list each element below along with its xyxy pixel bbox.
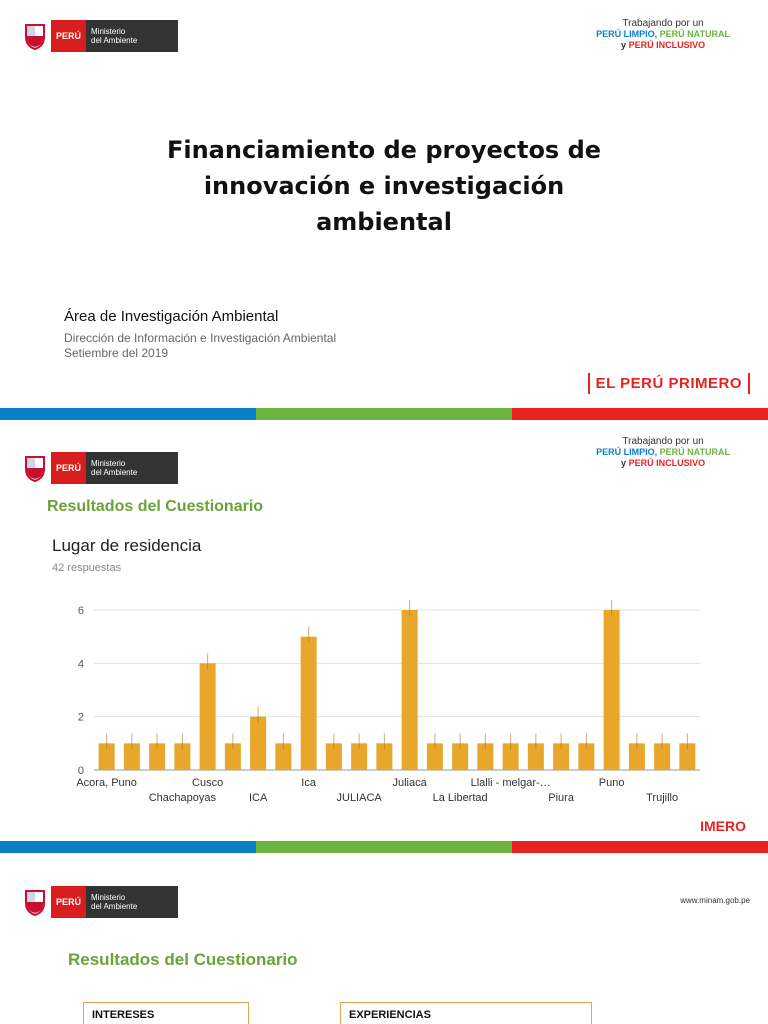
- x-tick-label: Chachapoyas: [148, 792, 217, 804]
- bar: [604, 610, 620, 770]
- slogan: [596, 436, 730, 469]
- x-tick-label: La Libertad: [432, 792, 488, 804]
- government-logo: [22, 452, 178, 484]
- slogan-natural: PERÚ NATURAL: [659, 447, 730, 457]
- direction-text: Dirección de Información e Investigación Ambiental: [64, 331, 337, 345]
- chart-title: Lugar de residencia: [52, 536, 202, 555]
- x-tick-label: Cusco: [192, 777, 224, 789]
- ministry-line1: Ministerio: [91, 893, 126, 902]
- bar: [200, 663, 216, 770]
- peru-label: PERÚ: [51, 452, 86, 484]
- peru-shield-icon: [22, 886, 48, 918]
- x-tick-label: Trujillo: [646, 792, 679, 804]
- ministry-line1: Ministerio: [91, 27, 126, 36]
- x-tick-label: ICA: [248, 792, 268, 804]
- bar: [250, 717, 266, 770]
- experiences-box: EXPERIENCIAS: [340, 1002, 592, 1024]
- x-tick-label: Ica: [301, 777, 316, 789]
- y-tick-label: 4: [77, 658, 84, 671]
- chart-subtitle: 42 respuestas: [52, 562, 122, 574]
- presentation-title: Financiamiento de proyectos de innovación e investigación ambiental: [166, 136, 602, 236]
- section-title: Resultados del Cuestionario: [68, 950, 298, 969]
- peru-shield-icon: [22, 452, 48, 484]
- interests-box: INTERESES: [83, 1002, 249, 1024]
- slogan-line1: Trabajando por un: [622, 18, 704, 29]
- government-logo: [22, 886, 178, 918]
- website-url: www.minam.gob.pe: [680, 896, 750, 905]
- date-text: Setiembre del 2019: [64, 346, 169, 360]
- x-tick-label: Juliaca: [392, 777, 427, 789]
- x-tick-label: Acora, Puno: [76, 777, 137, 789]
- x-tick-label: Llalli - melgar-…: [470, 777, 551, 789]
- ministry-line2: del Ambiente: [91, 902, 138, 911]
- slogan-y: y: [621, 458, 627, 468]
- residence-bar-chart: [60, 598, 708, 808]
- slide-title: [0, 0, 768, 420]
- bar: [301, 637, 317, 770]
- ministry-line2: del Ambiente: [91, 36, 138, 45]
- area-heading: Área de Investigación Ambiental: [64, 308, 279, 325]
- section-title: Resultados del Cuestionario: [47, 498, 264, 515]
- x-tick-label: JULIACA: [336, 792, 382, 804]
- el-peru-primero-logo: EL PERÚ PRIMERO: [588, 373, 750, 394]
- slogan-inclusivo: PERÚ INCLUSIVO: [628, 40, 706, 50]
- slogan-limpio: PERÚ LIMPIO,: [596, 29, 658, 39]
- x-tick-label: Puno: [598, 777, 625, 789]
- ministry-label: [86, 20, 178, 52]
- slide-results: [0, 866, 768, 1024]
- peru-label: PERÚ: [51, 20, 86, 52]
- color-stripe: [0, 841, 768, 853]
- bar: [402, 610, 418, 770]
- slide-residence-chart: [0, 432, 768, 853]
- y-tick-label: 2: [77, 711, 84, 724]
- slogan: [596, 18, 730, 51]
- color-stripe: [0, 408, 768, 420]
- slogan-inclusivo: PERÚ INCLUSIVO: [628, 458, 706, 468]
- ministry-label: [86, 452, 178, 484]
- ministry-line2: del Ambiente: [91, 468, 138, 477]
- slogan-line1: Trabajando por un: [622, 436, 704, 447]
- slogan-y: y: [621, 40, 627, 50]
- slogan-natural: PERÚ NATURAL: [659, 29, 730, 39]
- government-logo: [22, 20, 178, 52]
- x-tick-label: Piura: [548, 792, 574, 804]
- y-tick-label: 0: [77, 765, 84, 777]
- ministry-line1: Ministerio: [91, 459, 126, 468]
- peru-label: PERÚ: [51, 886, 86, 918]
- peru-shield-icon: [22, 20, 48, 52]
- ministry-label: [86, 886, 178, 918]
- y-tick-label: 6: [77, 605, 84, 617]
- imero-logo: IMERO: [700, 818, 746, 834]
- slogan-limpio: PERÚ LIMPIO,: [596, 447, 658, 457]
